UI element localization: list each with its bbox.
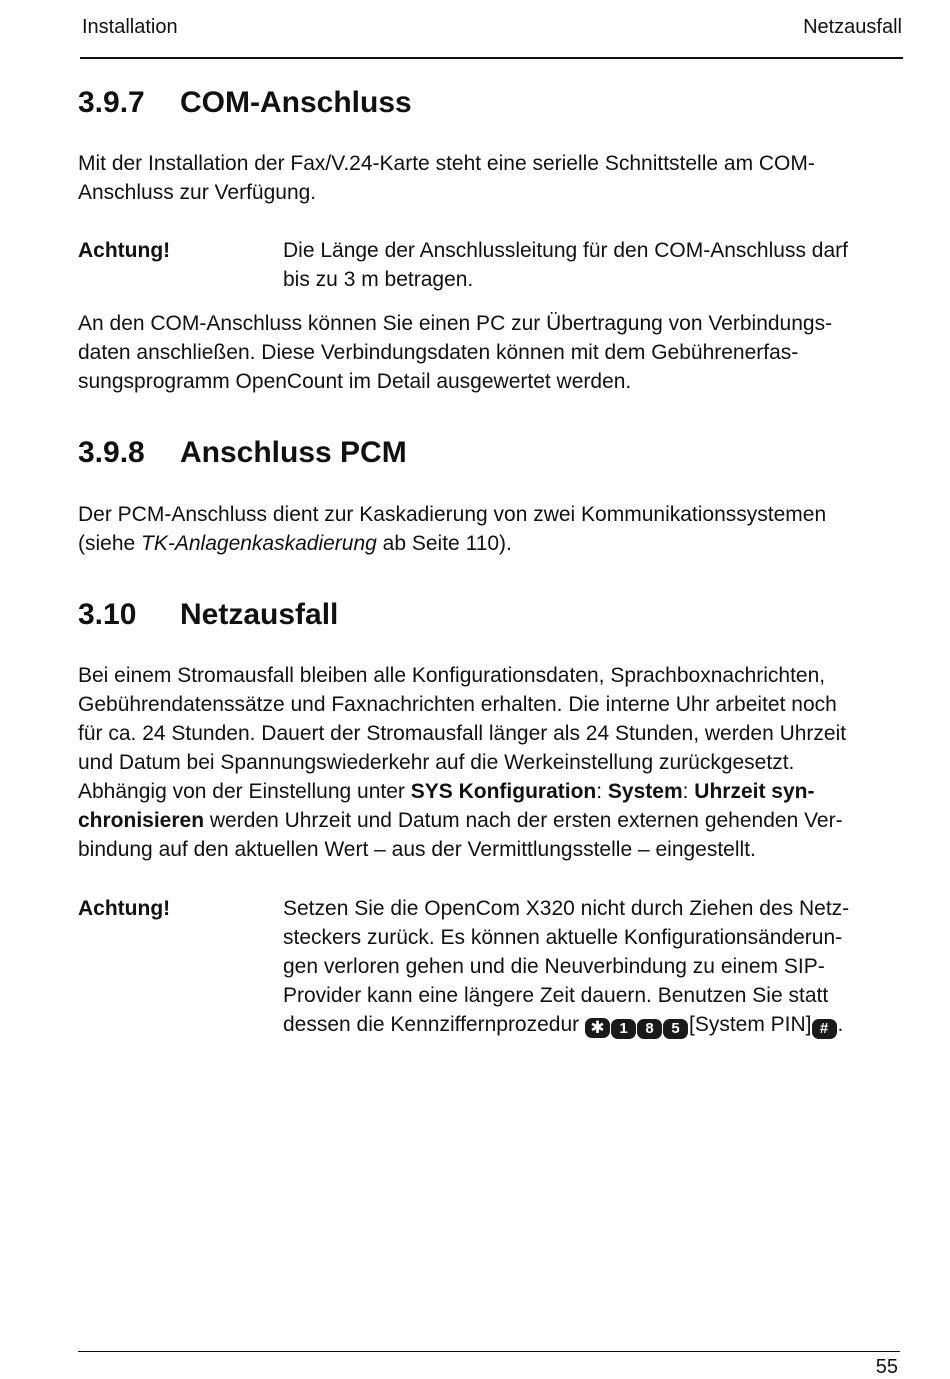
digit-key-5-icon: 5 bbox=[663, 1019, 688, 1039]
paragraph-com-usage: An den COM-Anschluss können Sie einen PC zur Übertragung von Verbindungs- daten anschließen. Diese Verbindungsdaten können mit dem Gebührenerfas- sungsprogramm OpenCount im Detail ausgewertet werden. bbox=[78, 312, 833, 393]
note-text: Setzen Sie die OpenCom X320 nicht durch Ziehen des Netz- steckers zurück. Es können aktuelle Konfigurationsänderun- gen verloren gehen und die Neuverbindung zu einem SIP- Provider kann eine längere Zeit dauern. Benutzen Sie statt dessen die Kennziffernprozedur ✱ 1 8 5 [System PIN] # . bbox=[283, 897, 850, 1037]
section-number: 3.9.7 bbox=[78, 86, 145, 119]
note-label: Achtung! bbox=[78, 239, 171, 262]
menu-path-uhrzeit-cont: chronisieren bbox=[78, 809, 205, 832]
section-heading-pcm bbox=[78, 436, 407, 470]
note-text: Die Länge der Anschlussleitung für den COM-Anschluss darf bis zu 3 m betragen. bbox=[283, 239, 848, 291]
footer-rule bbox=[78, 1351, 900, 1352]
paragraph-power-failure: Bei einem Stromausfall bleiben alle Konfigurationsdaten, Sprachboxnachrichten, Gebührendatenssätze und Faxnachrichten erhalten. Die interne Uhr arbeitet noch für ca. 24 Stunden. Dauert der Stromausfall länger als 24 Stunden, werden Uhrzeit und Datum bei Spannungswiederkehr auf die Werkeinstellung zurückgesetzt. Abhängig von der Einstellung unter SYS Konfiguration: System: Uhrzeit syn- chronisieren werden Uhrzeit und Datum nach der ersten externen gehenden Ver- bindung auf den aktuellen Wert – aus der Vermittlungsstelle – eingestellt. bbox=[78, 664, 847, 861]
digit-key-1-icon: 1 bbox=[611, 1019, 636, 1039]
section-title: COM-Anschluss bbox=[180, 86, 412, 119]
note-power-reset bbox=[78, 894, 900, 1039]
hash-key-icon: # bbox=[812, 1019, 837, 1039]
note-com-length bbox=[78, 236, 900, 294]
running-header-left: Installation bbox=[82, 16, 178, 38]
menu-path-sys-konfiguration: SYS Konfiguration bbox=[410, 780, 597, 803]
digit-key-8-icon: 8 bbox=[637, 1019, 662, 1039]
section-heading-com bbox=[78, 86, 412, 120]
section-title: Anschluss PCM bbox=[180, 436, 407, 469]
section-number: 3.9.8 bbox=[78, 436, 145, 469]
menu-path-uhrzeit: Uhrzeit syn- bbox=[694, 780, 815, 803]
paragraph-pcm: Der PCM-Anschluss dient zur Kaskadierung von zwei Kommunikationssystemen (siehe TK-Anlagenkaskadierung ab Seite 110). bbox=[78, 503, 827, 555]
header-rule bbox=[80, 57, 903, 59]
section-heading-netzausfall bbox=[78, 598, 338, 632]
star-key-icon: ✱ bbox=[585, 1018, 610, 1038]
section-number: 3.10 bbox=[78, 598, 137, 631]
page-number: 55 bbox=[875, 1356, 898, 1378]
section-title: Netzausfall bbox=[180, 598, 339, 631]
note-label: Achtung! bbox=[78, 897, 171, 920]
menu-path-system: System bbox=[607, 780, 683, 803]
cross-reference-link[interactable]: TK-Anlagenkaskadierung bbox=[141, 532, 377, 555]
running-header-right: Netzausfall bbox=[803, 16, 902, 38]
paragraph-com-intro: Mit der Installation der Fax/V.24-Karte steht eine serielle Schnittstelle am COM- Anschluss zur Verfügung. bbox=[78, 152, 815, 204]
